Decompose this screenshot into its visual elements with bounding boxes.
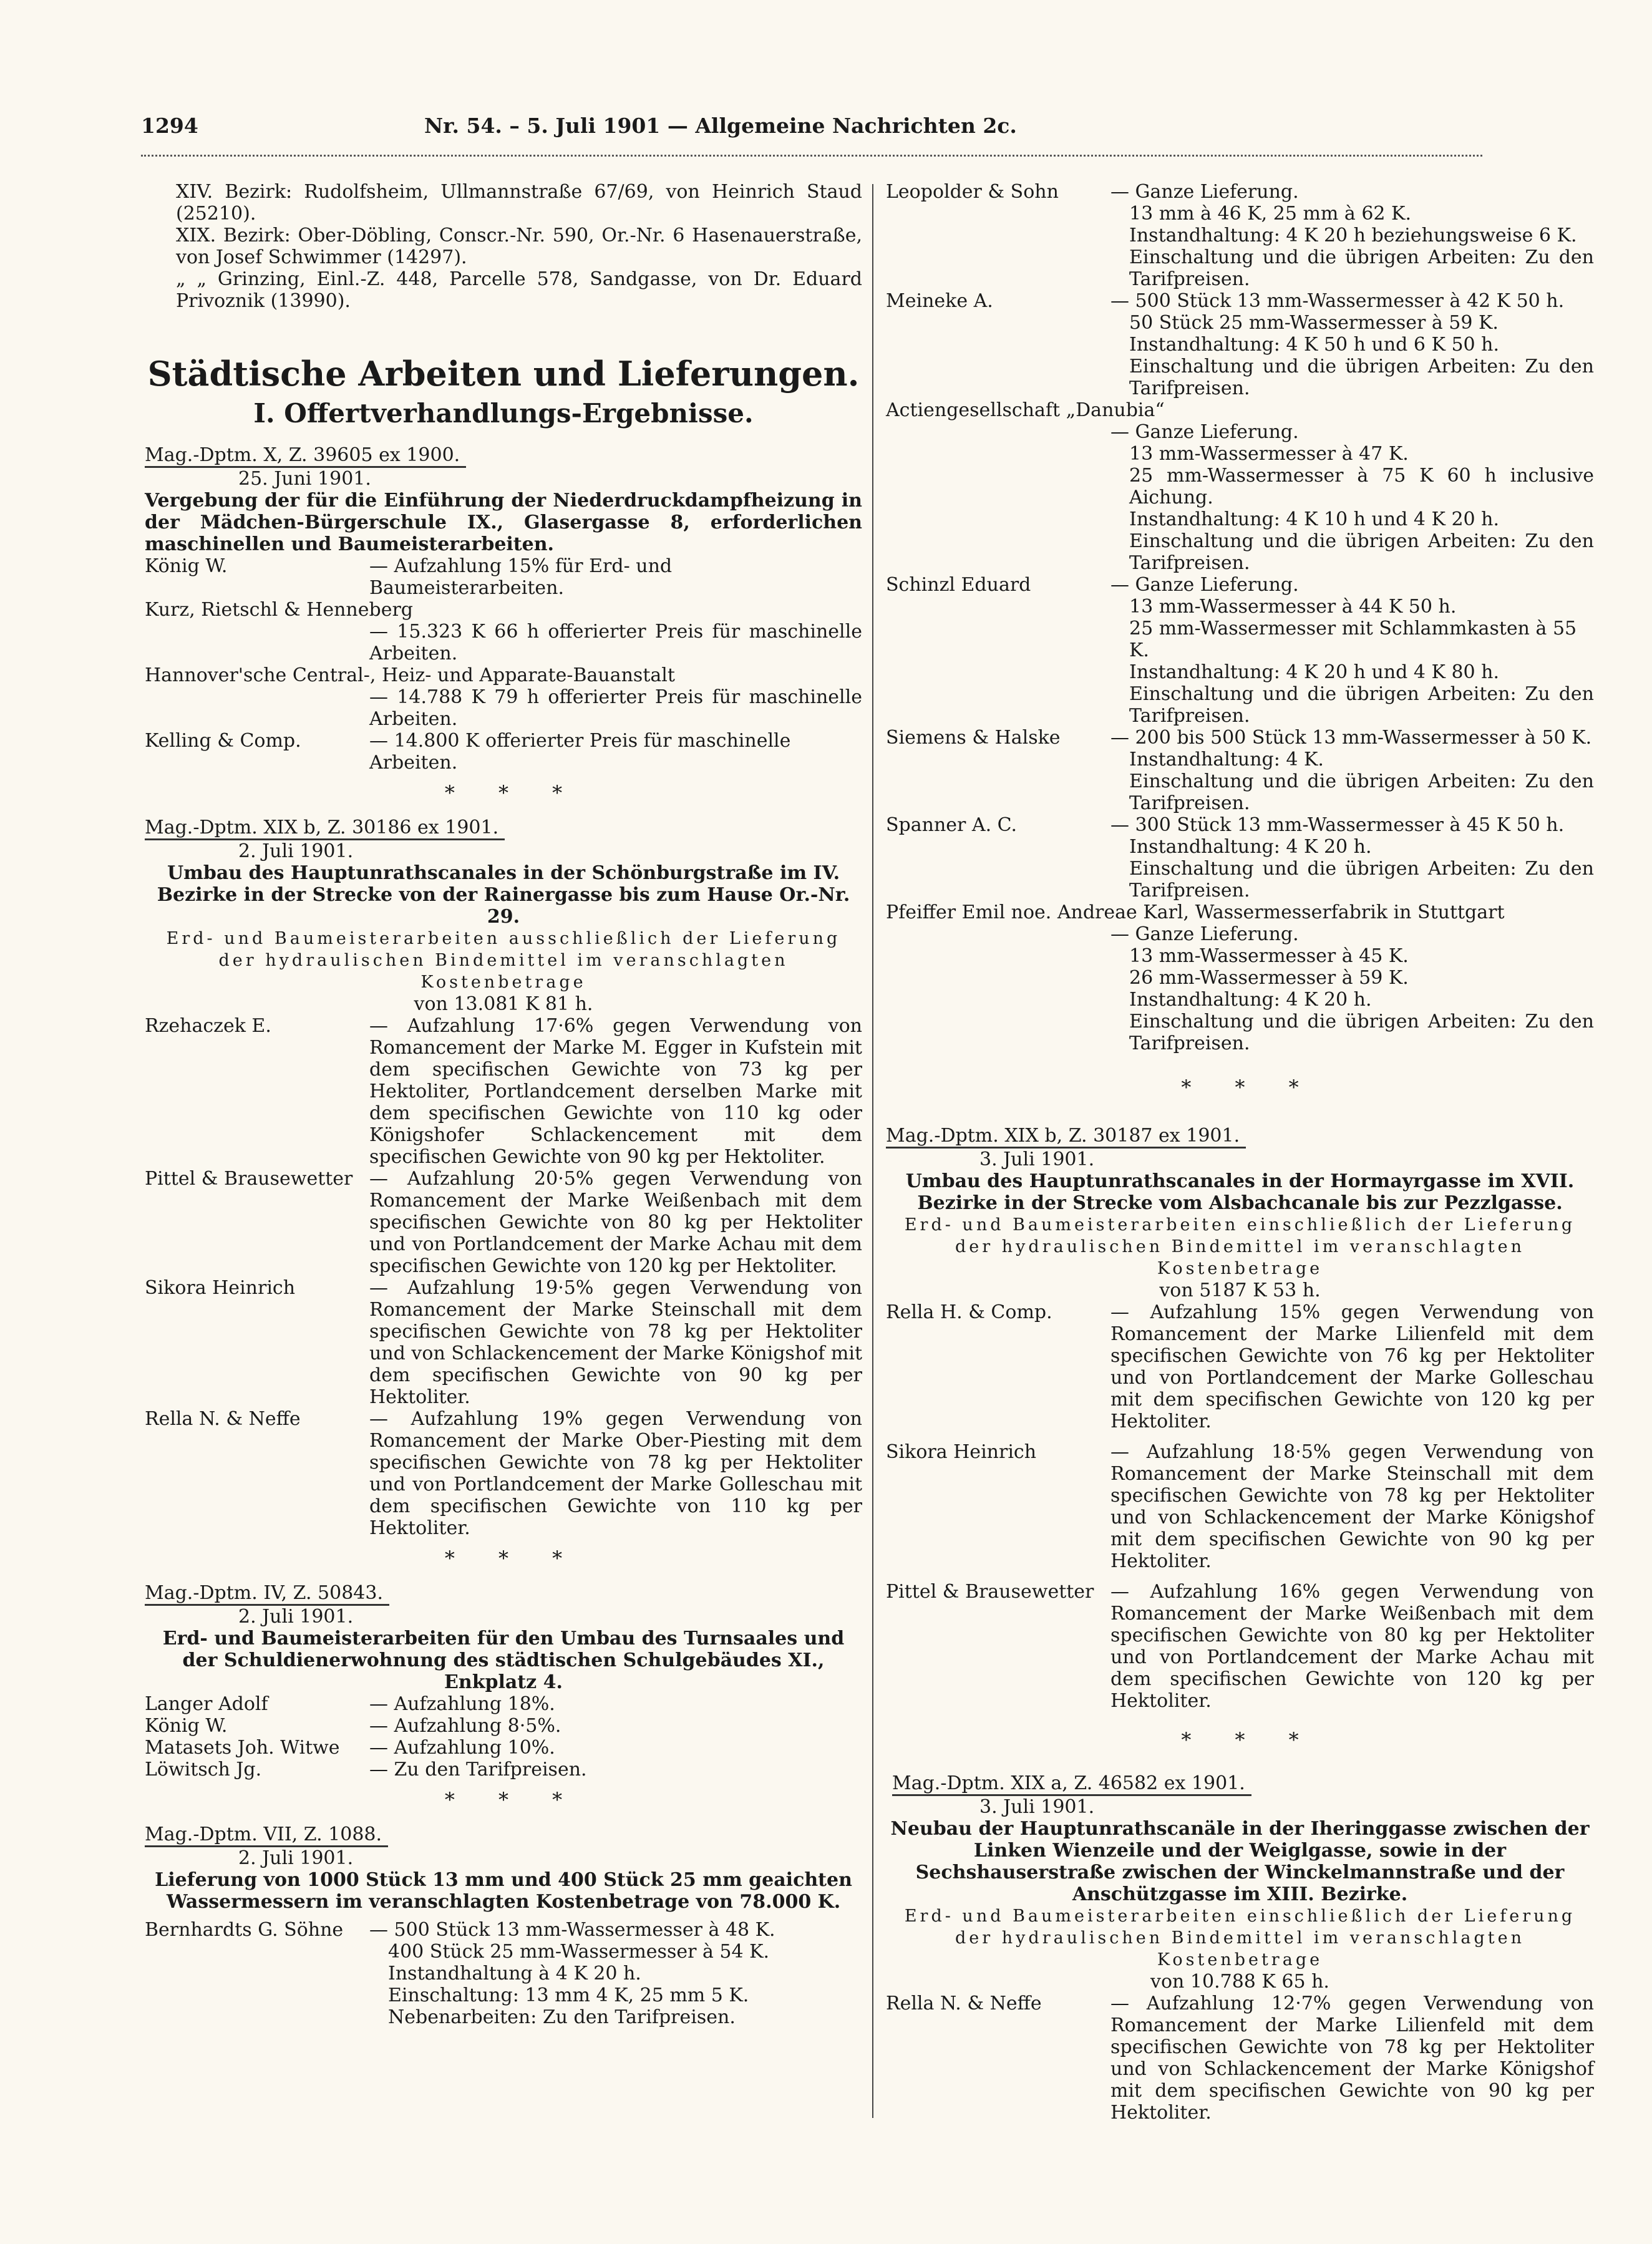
bid-entry <box>145 1408 862 1539</box>
bid-text <box>1110 814 1594 901</box>
bid-line: Einschaltung: 13 mm 4 K, 25 mm 5 K. <box>388 1984 749 2006</box>
bidder-name: Actiengesellschaft „Danubia“ <box>886 399 1165 421</box>
bid-line: — 500 Stück 13 mm-Wassermesser à 42 K 50 h. <box>1110 290 1565 312</box>
bid-entry <box>886 1993 1594 2124</box>
bid-line: 13 mm-Wassermesser à 47 K. <box>1129 443 1409 465</box>
bid-line: 13 mm à 46 K, 25 mm à 62 K. <box>1129 203 1411 225</box>
page-number: 1294 <box>141 114 198 138</box>
column-divider <box>872 184 873 2118</box>
bidder-name: Sikora Heinrich <box>886 1441 1037 1463</box>
bid-entry <box>886 1581 1594 1712</box>
bid-line: Instandhaltung: 4 K 20 h. <box>1129 836 1372 858</box>
bidder-name: Matasets Joh. Witwe <box>145 1737 340 1759</box>
bidder-name: Leopolder & Sohn <box>886 181 1059 203</box>
separator-stars: * * * <box>1181 1076 1299 1099</box>
left-column <box>145 181 862 2028</box>
notice-date: 2. Juli 1901. <box>238 1847 354 1869</box>
bidder-name: Bernhardts G. Söhne <box>145 1919 344 1941</box>
bid-line: Instandhaltung: 4 K. <box>1129 749 1324 770</box>
department-reference: Mag.-Dptm. VII, Z. 1088. <box>145 1824 388 1847</box>
bid-text: — Aufzahlung 12·7% gegen Verwendung von Romancement der Marke Lilienfeld mit dem specifischen Gewichte von 78 kg per Hektoliter und von Schlackencement der Marke Königshof mit dem specifischen Gewichte von 90 kg per Hektoliter. <box>1110 1993 1594 2124</box>
bidder-name: Rella N. & Neffe <box>145 1408 301 1430</box>
budget-amount: von 10.788 K 65 h. <box>1150 1971 1329 1993</box>
bid-entry <box>145 1015 862 1168</box>
work-description: Erd- und Baumeisterarbeiten einschließlich der Lieferung der hydraulischen Bindemittel im veranschlagten Kostenbetrage <box>904 1215 1576 1278</box>
bid-text: — Aufzahlung 19·5% gegen Verwendung von Romancement der Marke Steinschall mit dem specifischen Gewichte von 78 kg per Hektoliter und von Schlackencement der Marke Königshof mit dem specifischen Gewichte von 90 kg per Hektoliter. <box>369 1277 862 1408</box>
bid-entry <box>145 555 862 599</box>
bid-entry <box>886 727 1594 814</box>
bid-line: Nebenarbeiten: Zu den Tarifpreisen. <box>388 2006 736 2028</box>
bid-text: — Aufzahlung 17·6% gegen Verwendung von Romancement der Marke M. Egger in Kufstein mit dem specifischen Gewichte von 73 kg per Hektoliter, Portlandcement derselben Marke mit dem specifischen Gewichte von 110 kg oder Königshofer Schlackencement mit dem specifischen Gewichte von 90 kg per Hektoliter. <box>369 1015 862 1168</box>
bid-text: — Aufzahlung 20·5% gegen Verwendung von Romancement der Marke Weißenbach mit dem specifischen Gewichte von 80 kg per Hektoliter und von Portlandcement der Marke Achau mit dem specifischen Gewichte von 120 kg per Hektoliter. <box>369 1168 862 1277</box>
bid-entry <box>145 1168 862 1277</box>
notice-date: 3. Juli 1901. <box>979 1796 1095 1818</box>
bid-entry <box>145 1737 862 1759</box>
notice-date: 2. Juli 1901. <box>238 840 354 862</box>
bid-text <box>1110 181 1594 290</box>
bid-entry <box>145 730 862 774</box>
bid-line: Einschaltung und die übrigen Arbeiten: Zu den Tarifpreisen. <box>1129 1011 1594 1054</box>
bid-entry <box>145 1277 862 1408</box>
bidder-name: Kurz, Rietschl & Henneberg <box>145 599 413 621</box>
bid-line: Einschaltung und die übrigen Arbeiten: Zu den Tarifpreisen. <box>1129 683 1594 727</box>
bid-text: — 14.788 K 79 h offerierter Preis für maschinelle Arbeiten. <box>369 686 862 730</box>
separator-stars: * * * <box>444 1788 563 1812</box>
bid-line: — Ganze Lieferung. <box>1110 923 1299 945</box>
bid-entry <box>145 1715 862 1737</box>
work-description: Erd- und Baumeisterarbeiten ausschließlich der Lieferung der hydraulischen Bindemittel im veranschlagten Kostenbetrage <box>166 929 841 992</box>
project-title: Lieferung von 1000 Stück 13 mm und 400 Stück 25 mm geaichten Wassermessern im veranschlagten Kostenbetrage von 78.000 K. <box>155 1869 852 1913</box>
bid-text <box>886 923 1594 1054</box>
bid-line: Instandhaltung: 4 K 50 h und 6 K 50 h. <box>1129 334 1500 356</box>
notice-date: 2. Juli 1901. <box>238 1606 354 1628</box>
bid-text <box>1110 290 1594 399</box>
bid-text <box>886 421 1594 574</box>
bid-text: — Zu den Tarifpreisen. <box>369 1759 587 1780</box>
bid-line: — Ganze Lieferung. <box>1110 421 1299 443</box>
bid-text: — Aufzahlung 19% gegen Verwendung von Romancement der Marke Ober-Piesting mit dem specifischen Gewichte von 78 kg per Hektoliter und von Portlandcement der Marke Golleschau mit dem specifischen Gewichte von 110 kg per Hektoliter. <box>369 1408 862 1539</box>
bidder-name: Sikora Heinrich <box>145 1277 296 1299</box>
bidder-name: Siemens & Halske <box>886 727 1061 749</box>
bid-text: — 15.323 K 66 h offerierter Preis für maschinelle Arbeiten. <box>369 621 862 664</box>
bid-entry <box>145 1759 862 1780</box>
bid-text <box>1110 727 1594 814</box>
bid-entry <box>886 290 1594 399</box>
bidder-name: König W. <box>145 1715 228 1737</box>
bid-line: 13 mm-Wassermesser à 44 K 50 h. <box>1129 596 1457 618</box>
bid-line: Einschaltung und die übrigen Arbeiten: Zu den Tarifpreisen. <box>1129 530 1594 574</box>
bid-text: — Aufzahlung 15% für Erd- und Baumeisterarbeiten. <box>369 555 673 599</box>
bid-text: — Aufzahlung 10%. <box>369 1737 555 1759</box>
project-title: Neubau der Hauptunrathscanäle in der Iheringgasse zwischen der Linken Wienzeile und der Weiglgasse, sowie in der Sechshauserstraße zwischen der Winckelmannstraße und der Anschützgasse im XIII. Bezirke. <box>890 1818 1590 1905</box>
bidder-name: Pfeiffer Emil noe. Andreae Karl, Wassermesserfabrik in Stuttgart <box>886 901 1505 923</box>
department-reference: Mag.-Dptm. XIX a, Z. 46582 ex 1901. <box>892 1772 1251 1796</box>
bid-text: — Aufzahlung 16% gegen Verwendung von Romancement der Marke Weißenbach mit dem specifischen Gewichte von 80 kg per Hektoliter und von Portlandcement der Marke Achau mit dem specifischen Gewichte von 120 kg per Hektoliter. <box>1110 1581 1594 1712</box>
bid-line: — 200 bis 500 Stück 13 mm-Wassermesser à 50 K. <box>1110 727 1592 749</box>
bid-text: — Aufzahlung 18·5% gegen Verwendung von Romancement der Marke Steinschall mit dem specifischen Gewichte von 78 kg per Hektoliter und von Schlackencement der Marke Königshof mit dem specifischen Gewichte von 90 kg per Hektoliter. <box>1110 1441 1594 1572</box>
bid-entry <box>886 574 1594 727</box>
bid-line: 50 Stück 25 mm-Wassermesser à 59 K. <box>1129 312 1499 334</box>
page-header <box>141 114 1177 151</box>
project-title: Umbau des Hauptunrathscanales in der Schönburgstraße im IV. Bezirke in der Strecke von der Rainergasse bis zum Hause Or.-Nr. 29. <box>157 862 850 928</box>
bid-text: — 14.800 K offerierter Preis für maschinelle Arbeiten. <box>369 730 791 774</box>
project-title: Erd- und Baumeisterarbeiten für den Umbau des Turnsaales und der Schuldienerwohnung des städtischen Schulgebäudes XI., Enkplatz 4. <box>162 1628 845 1693</box>
bidder-name: Hannover'sche Central-, Heiz- und Apparate-Bauanstalt <box>145 664 675 686</box>
bidder-name: König W. <box>145 555 228 577</box>
notice-date: 3. Juli 1901. <box>979 1149 1095 1170</box>
bid-line: 13 mm-Wassermesser à 45 K. <box>1129 945 1409 967</box>
bid-entry <box>145 1919 862 2028</box>
bidder-name: Rella H. & Comp. <box>886 1301 1052 1323</box>
budget-amount: von 13.081 K 81 h. <box>414 993 593 1015</box>
bid-text <box>1110 574 1594 727</box>
bidder-name: Löwitsch Jg. <box>145 1759 262 1780</box>
bid-line: 400 Stück 25 mm-Wassermesser à 54 K. <box>388 1941 770 1963</box>
bidder-name: Rella N. & Neffe <box>886 1993 1042 2014</box>
right-column <box>886 181 1594 2124</box>
bid-line: — 500 Stück 13 mm-Wassermesser à 48 K. <box>369 1919 775 1941</box>
bid-line: Instandhaltung: 4 K 20 h und 4 K 80 h. <box>1129 661 1500 683</box>
bid-entry <box>145 1693 862 1715</box>
work-description: Erd- und Baumeisterarbeiten einschließlich der Lieferung der hydraulischen Bindemittel im veranschlagten Kostenbetrage <box>904 1906 1576 1970</box>
header-text: Nr. 54. – 5. Juli 1901 — Allgemeine Nachrichten 2c. <box>424 114 1017 138</box>
bid-entry <box>886 1301 1594 1432</box>
bid-text: — Aufzahlung 15% gegen Verwendung von Romancement der Marke Lilienfeld mit dem specifischen Gewichte von 76 kg per Hektoliter und von Portlandcement der Marke Golleschau mit dem specifischen Gewichte von 120 kg per Hektoliter. <box>1110 1301 1594 1432</box>
bid-entry <box>886 814 1594 901</box>
bid-line: Einschaltung und die übrigen Arbeiten: Zu den Tarifpreisen. <box>1129 770 1594 814</box>
bid-text <box>369 1919 862 2028</box>
bid-line: Einschaltung und die übrigen Arbeiten: Zu den Tarifpreisen. <box>1129 246 1594 290</box>
bid-line: — 300 Stück 13 mm-Wassermesser à 45 K 50 h. <box>1110 814 1565 836</box>
bid-line: Instandhaltung: 4 K 10 h und 4 K 20 h. <box>1129 508 1500 530</box>
bid-text: — Aufzahlung 18%. <box>369 1693 555 1715</box>
bid-line: — Ganze Lieferung. <box>1110 181 1299 203</box>
header-rule <box>141 155 1482 157</box>
bidder-name: Schinzl Eduard <box>886 574 1031 596</box>
bidder-name: Pittel & Brausewetter <box>886 1581 1094 1603</box>
bid-line: 25 mm-Wassermesser à 75 K 60 h inclusive Aichung. <box>1129 465 1594 508</box>
notice-date: 25. Juni 1901. <box>238 468 371 490</box>
bid-line: — Ganze Lieferung. <box>1110 574 1299 596</box>
bid-line: Einschaltung und die übrigen Arbeiten: Zu den Tarifpreisen. <box>1129 858 1594 901</box>
bidder-name: Spanner A. C. <box>886 814 1018 836</box>
department-reference: Mag.-Dptm. XIX b, Z. 30187 ex 1901. <box>886 1125 1246 1149</box>
bid-line: Instandhaltung: 4 K 20 h. <box>1129 989 1372 1011</box>
budget-amount: von 5187 K 53 h. <box>1159 1280 1321 1301</box>
department-reference: Mag.-Dptm. IV, Z. 50843. <box>145 1582 389 1606</box>
project-title: Vergebung der für die Einführung der Niederdruckdampfheizung in der Mädchen-Bürgerschule IX., Glasergasse 8, erforderlichen maschinellen und Baumeisterarbeiten. <box>145 490 862 555</box>
bidder-name: Rzehaczek E. <box>145 1015 271 1037</box>
section-subtitle: I. Offertverhandlungs-Ergebnisse. <box>253 398 754 429</box>
bidder-name: Langer Adolf <box>145 1693 268 1715</box>
bidder-name: Pittel & Brausewetter <box>145 1168 353 1190</box>
department-reference: Mag.-Dptm. XIX b, Z. 30186 ex 1901. <box>145 817 505 840</box>
bid-line: Instandhaltung: 4 K 20 h beziehungsweise 6 K. <box>1129 225 1577 246</box>
bid-line: Instandhaltung à 4 K 20 h. <box>388 1963 641 1984</box>
separator-stars: * * * <box>444 1547 563 1570</box>
permit-entry: „ „ Grinzing, Einl.-Z. 448, Parcelle 578, Sandgasse, von Dr. Eduard Privoznik (13990). <box>176 268 862 312</box>
separator-stars: * * * <box>1181 1728 1299 1752</box>
separator-stars: * * * <box>444 781 563 805</box>
bidder-name: Meineke A. <box>886 290 993 312</box>
bid-line: Einschaltung und die übrigen Arbeiten: Zu den Tarifpreisen. <box>1129 356 1594 399</box>
bid-line: 25 mm-Wassermesser mit Schlammkasten à 55 K. <box>1129 618 1577 661</box>
bidder-name: Kelling & Comp. <box>145 730 301 752</box>
section-title: Städtische Arbeiten und Lieferungen. <box>147 354 860 394</box>
permit-entry: XIV. Bezirk: Rudolfsheim, Ullmannstraße 67/69, von Heinrich Staud (25210). <box>176 181 862 225</box>
bid-line: 26 mm-Wassermesser à 59 K. <box>1129 967 1409 989</box>
permit-entry: XIX. Bezirk: Ober-Döbling, Conscr.-Nr. 590, Or.-Nr. 6 Hasenauerstraße, von Josef Schwimmer (14297). <box>176 225 862 268</box>
bid-entry <box>886 181 1594 290</box>
project-title: Umbau des Hauptunrathscanales in der Hormayrgasse im XVII. Bezirke in der Strecke vom Alsbachcanale bis zur Pezzlgasse. <box>905 1170 1575 1214</box>
bid-text: — Aufzahlung 8·5%. <box>369 1715 561 1737</box>
department-reference: Mag.-Dptm. X, Z. 39605 ex 1900. <box>145 444 466 468</box>
bid-entry <box>886 1441 1594 1572</box>
